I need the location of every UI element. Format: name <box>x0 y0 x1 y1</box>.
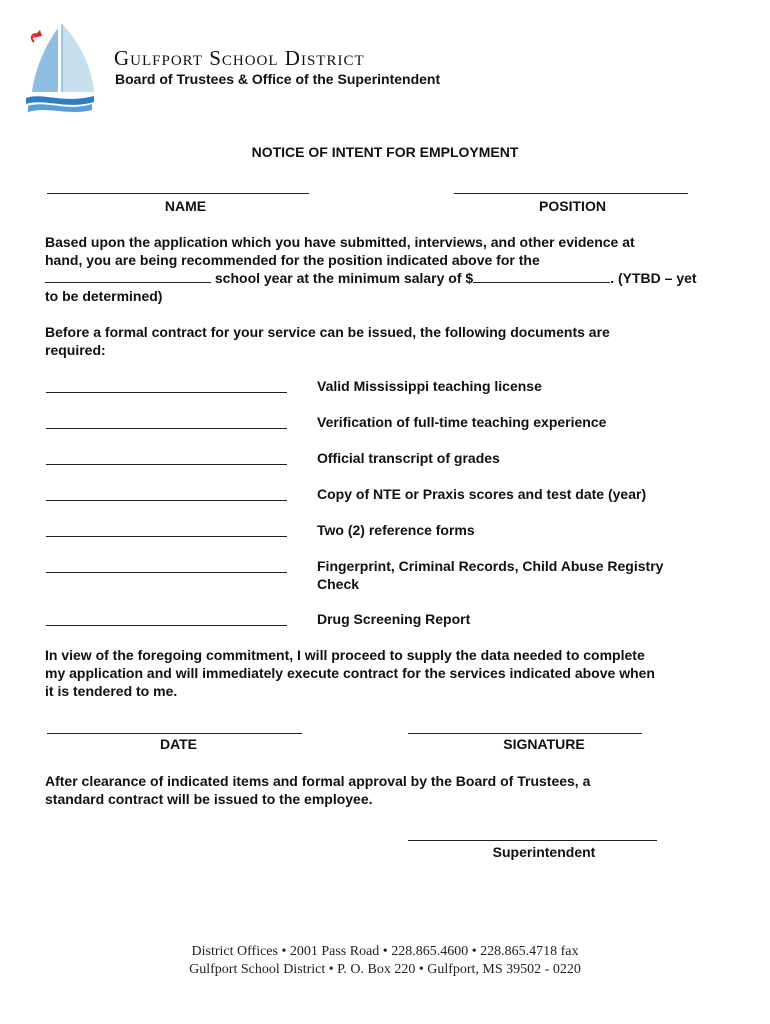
school-year-text: school year at the minimum salary of $ <box>214 270 474 286</box>
footer <box>0 943 770 979</box>
date-label: DATE <box>159 736 198 752</box>
requirement-2: Verification of full-time teaching experience <box>317 414 607 430</box>
commitment-line-3: it is tendered to me. <box>45 683 178 699</box>
requirement-6-line-1: Fingerprint, Criminal Records, Child Abuse Registry <box>317 558 664 574</box>
requirement-6-line-2: Check <box>317 576 360 592</box>
salary-blank[interactable] <box>473 270 610 283</box>
clearance-line-1: After clearance of indicated items and formal approval by the Board of Trustees, a <box>45 773 591 789</box>
documents-intro <box>45 323 735 359</box>
documents-intro-line-2: required: <box>45 342 106 358</box>
requirement-line-4[interactable] <box>46 500 287 501</box>
intro-line-2: hand, you are being recommended for the position indicated above for the <box>45 252 540 268</box>
requirement-line-7[interactable] <box>46 625 287 626</box>
intro-line-4: to be determined) <box>45 288 163 304</box>
date-line[interactable] <box>47 733 302 734</box>
intro-paragraph <box>45 233 735 305</box>
footer-line-1: District Offices • 2001 Pass Road • 228.865.4600 • 228.865.4718 fax <box>191 944 579 959</box>
superintendent-signature-line[interactable] <box>408 840 657 841</box>
document-title: NOTICE OF INTENT FOR EMPLOYMENT <box>251 144 519 160</box>
position-line[interactable] <box>454 193 688 194</box>
clearance-line-2: standard contract will be issued to the employee. <box>45 791 373 807</box>
district-name: Gulfport School District <box>114 46 365 70</box>
intro-line-1: Based upon the application which you have submitted, interviews, and other evidence at <box>45 234 635 250</box>
school-year-blank[interactable] <box>45 270 211 283</box>
signature-label: SIGNATURE <box>503 736 585 752</box>
name-line[interactable] <box>47 193 309 194</box>
requirement-7: Drug Screening Report <box>317 611 471 627</box>
requirement-line-3[interactable] <box>46 464 287 465</box>
requirement-line-2[interactable] <box>46 428 287 429</box>
requirement-line-5[interactable] <box>46 536 287 537</box>
district-subtitle: Board of Trustees & Office of the Superintendent <box>115 71 441 87</box>
commitment-line-1: In view of the foregoing commitment, I will proceed to supply the data needed to complete <box>45 647 645 663</box>
commitment-paragraph <box>45 646 735 700</box>
requirement-1: Valid Mississippi teaching license <box>317 378 542 394</box>
footer-line-2: Gulfport School District • P. O. Box 220 • Gulfport, MS 39502 - 0220 <box>189 962 581 977</box>
sailboat-logo-icon <box>22 20 96 118</box>
requirement-3: Official transcript of grades <box>317 450 500 466</box>
position-label: POSITION <box>539 198 606 214</box>
intro-line-3 <box>45 269 735 287</box>
requirement-line-1[interactable] <box>46 392 287 393</box>
commitment-line-2: my application and will immediately execute contract for the services indicated above when <box>45 665 655 681</box>
signature-line[interactable] <box>408 733 642 734</box>
requirement-4: Copy of NTE or Praxis scores and test date (year) <box>317 486 647 502</box>
name-label: NAME <box>164 198 207 214</box>
ytbd-text: . (YTBD – yet <box>610 270 697 286</box>
clearance-paragraph <box>45 772 735 808</box>
superintendent-label: Superintendent <box>492 844 596 860</box>
requirement-6 <box>317 557 737 593</box>
requirement-5: Two (2) reference forms <box>317 522 475 538</box>
documents-intro-line-1: Before a formal contract for your service can be issued, the following documents are <box>45 324 610 340</box>
requirement-line-6[interactable] <box>46 572 287 573</box>
